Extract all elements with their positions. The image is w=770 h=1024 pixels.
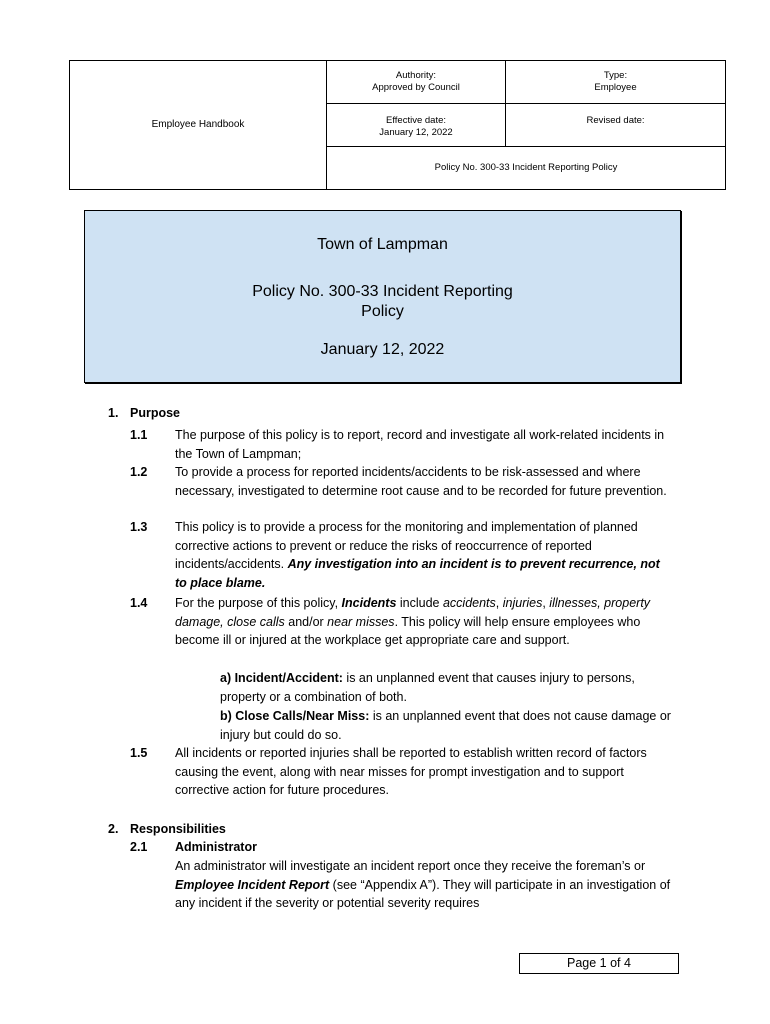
authority-value: Approved by Council <box>372 82 460 93</box>
page-number: Page 1 of 4 <box>519 953 679 974</box>
type-label: Type: <box>603 70 628 81</box>
administrator-paragraph <box>130 857 675 913</box>
policy-title <box>85 282 680 322</box>
item-text: An administrator will investigate an incident report once they receive the foreman’s or Employee Incident Report (see “Appendix A”). They will participate in an investigation of any incident if the severity or potential severity requires <box>175 859 671 910</box>
item-text: This policy is to provide a process for the monitoring and implementation of planned corrective actions to prevent or reduce the risks of reoccurrence of reported incidents/accidents. Any investigation into an incident is to prevent recurrence, not to place blame. <box>175 520 660 590</box>
effective-date-value: January 12, 2022 <box>379 127 453 138</box>
item-number: 1.5 <box>130 746 148 760</box>
revised-date-label: Revised date: <box>586 115 645 126</box>
item-text: To provide a process for reported incidents/accidents to be risk-assessed and where necessary, investigated to determine root cause and to be recorded for future prevention. <box>175 465 667 498</box>
item-text: The purpose of this policy is to report, record and investigate all work-related incidents in the Town of Lampman; <box>175 428 665 461</box>
purpose-item-1-3 <box>130 518 675 592</box>
purpose-item-1-1 <box>130 426 675 463</box>
item-number: 2.1 <box>130 840 148 854</box>
revised-date-cell <box>506 104 725 147</box>
effective-date-cell <box>327 104 506 147</box>
purpose-item-1-2 <box>130 463 675 500</box>
emphasis-text: Any investigation into an incident is to prevent recurrence, not to place blame. <box>175 557 660 590</box>
document-header-table <box>69 60 726 190</box>
organization-name: Town of Lampman <box>317 236 448 253</box>
type-value: Employee <box>594 82 637 93</box>
policy-number-text: Policy No. 300-33 Incident Reporting Policy <box>434 162 618 173</box>
section-number: 1. <box>108 406 119 420</box>
section-heading-responsibilities <box>108 820 226 839</box>
subsection-title: Administrator <box>175 840 257 854</box>
subsection-heading-administrator <box>130 838 257 857</box>
purpose-item-1-5 <box>130 744 675 800</box>
handbook-title: Employee Handbook <box>70 61 327 189</box>
item-text: For the purpose of this policy, Incidents include accidents, injuries, illnesses, property damage, close calls and/or near misses. This policy will help ensure employees who become ill or injured at the workplace get appropriate care and support. <box>175 596 651 647</box>
policy-title-line-2: Policy <box>361 303 404 320</box>
policy-number-cell <box>327 147 725 189</box>
type-cell <box>506 61 725 104</box>
item-text: All incidents or reported injuries shall be reported to establish written record of factors causing the event, along with near misses for prompt investigation and to support corrective action for future procedures. <box>175 746 647 797</box>
effective-date-label: Effective date: <box>385 115 447 126</box>
definition-close-call <box>220 707 675 744</box>
definition-text: is an unplanned event that does not cause damage or injury but could do so. <box>220 709 671 742</box>
title-box <box>84 210 681 383</box>
section-heading-purpose <box>108 404 180 423</box>
section-title: Responsibilities <box>130 822 226 836</box>
definition-text: is an unplanned event that causes injury to persons, property or a combination of both. <box>220 671 635 704</box>
definition-label: b) Close Calls/Near Miss: <box>220 709 370 723</box>
policy-title-line-1: Policy No. 300-33 Incident Reporting <box>252 283 513 300</box>
section-title: Purpose <box>130 406 181 420</box>
definition-label: a) Incident/Accident: <box>220 671 343 685</box>
section-number: 2. <box>108 822 119 836</box>
item-number: 1.3 <box>130 520 148 534</box>
policy-date: January 12, 2022 <box>320 341 445 358</box>
definition-incident-accident <box>220 669 675 706</box>
item-number: 1.4 <box>130 596 148 610</box>
authority-label: Authority: <box>395 70 437 81</box>
item-number: 1.2 <box>130 465 148 479</box>
purpose-item-1-4 <box>130 594 675 650</box>
authority-cell <box>327 61 506 104</box>
item-number: 1.1 <box>130 428 148 442</box>
